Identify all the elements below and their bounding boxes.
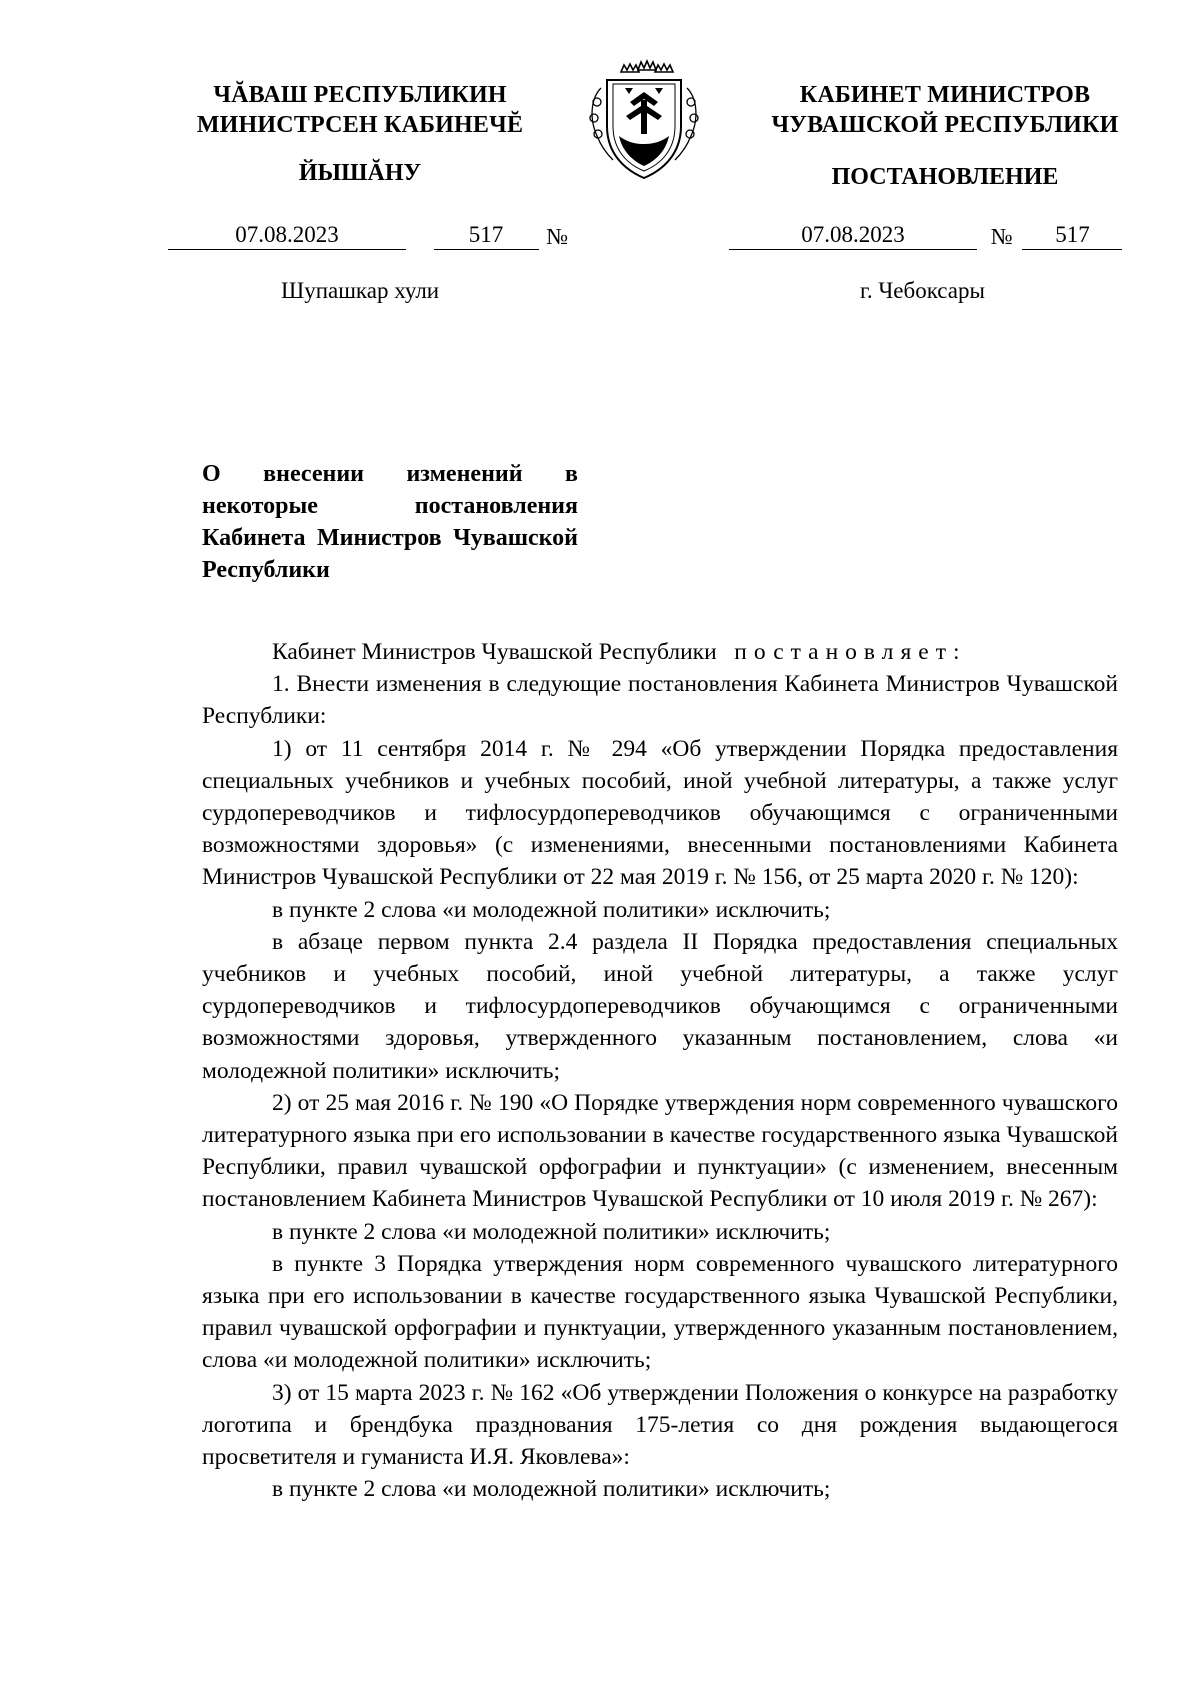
body-paragraph: 1. Внести изменения в следующие постановления Кабинета Министров Чувашской Республики: [202,671,1118,730]
header-left-date-number [168,222,570,250]
body-paragraph: 3) от 15 марта 2023 г. № 162 «Об утверждении Положения о конкурсе на разработку логотипа и брендбука празднования 175-летия со дня рождения выдающегося просветителя и гуманиста И.Я. Яковлева»: [202,1379,1118,1471]
header-right-number-sign: № [990,224,1013,249]
body-paragraph: в пункте 2 слова «и молодежной политики» исключить; [272,1476,831,1503]
header-right-number: 517 [1022,222,1122,250]
header-right-title [735,80,1155,140]
body-paragraph: в пункте 2 слова «и молодежной политики» исключить; [272,896,831,923]
header-left-city: Шупашкар хули [281,278,440,303]
body-paragraph: 1) от 11 сентября 2014 г. № 294 «Об утверждении Порядка предоставления специальных учебников и учебных пособий, иной учебной литературы, а также услуг сурдопереводчиков и тифлосурдопереводчиков обучающимся с ограниченными возможностями здоровья» (с изменениями, внесенными постановлениями Кабинета Министров Чувашской Республики от 22 мая 2019 г. № 156, от 25 марта 2020 г. № 120): [202,735,1118,891]
header-right-date: 07.08.2023 [729,222,977,250]
header-right-date-number [729,222,1122,250]
body-paragraph: в пункте 2 слова «и молодежной политики» исключить; [272,1218,831,1245]
intro-verb: постановляет: [734,639,967,665]
body-paragraph: 2) от 25 мая 2016 г. № 190 «О Порядке утверждения норм современного чувашского литературного языка при его использовании в качестве государственного языка Чувашской Республики, правил чувашской орфографии и пунктуации» (с изменением, внесенным постановлением Кабинета Министров Чувашской Республики от 10 июля 2019 г. № 267): [202,1089,1118,1213]
header-right-city: г. Чебоксары [860,278,985,303]
header-right-line2: ЧУВАШСКОЙ РЕСПУБЛИКИ [771,112,1119,138]
header-left-line2: МИНИСТРСЕН КАБИНЕЧĔ [196,112,524,138]
header-left-line1: ЧĂВАШ РЕСПУБЛИКИН [213,82,507,108]
body-paragraph: в пункте 3 Порядка утверждения норм современного чувашского литературного языка при его использовании в качестве государственного языка Чувашской Республики, правил чувашской орфографии и пунктуации, утвержденного указанным постановлением, слова «и молодежной политики» исключить; [202,1250,1118,1374]
header-left-title [160,80,560,140]
header-right-doc-type: ПОСТАНОВЛЕНИЕ [831,164,1059,190]
header-left-number: 517 [434,222,539,250]
body-paragraph: в абзаце первом пункта 2.4 раздела II Порядка предоставления специальных учебников и учебных пособий, иной учебной литературы, а также услуг сурдопереводчиков и тифлосурдопереводчиков обучающимся с ограниченными возможностями здоровья, утвержденного указанным постановлением, слова «и молодежной политики» исключить; [202,928,1118,1084]
intro-text: Кабинет Министров Чувашской Республики [272,639,717,665]
document-body [202,636,1118,1505]
header-left-date: 07.08.2023 [168,222,406,250]
document-subject: О внесении изменений в некоторые постановления Кабинета Министров Чувашской Республики [202,461,578,583]
chuvash-coat-of-arms-icon [571,58,717,186]
header-left-doc-type: ЙЫШĂНУ [298,160,422,186]
intro-paragraph [202,636,1118,668]
header-left-number-sign: № [546,224,569,249]
header-right-line1: КАБИНЕТ МИНИСТРОВ [799,82,1091,108]
